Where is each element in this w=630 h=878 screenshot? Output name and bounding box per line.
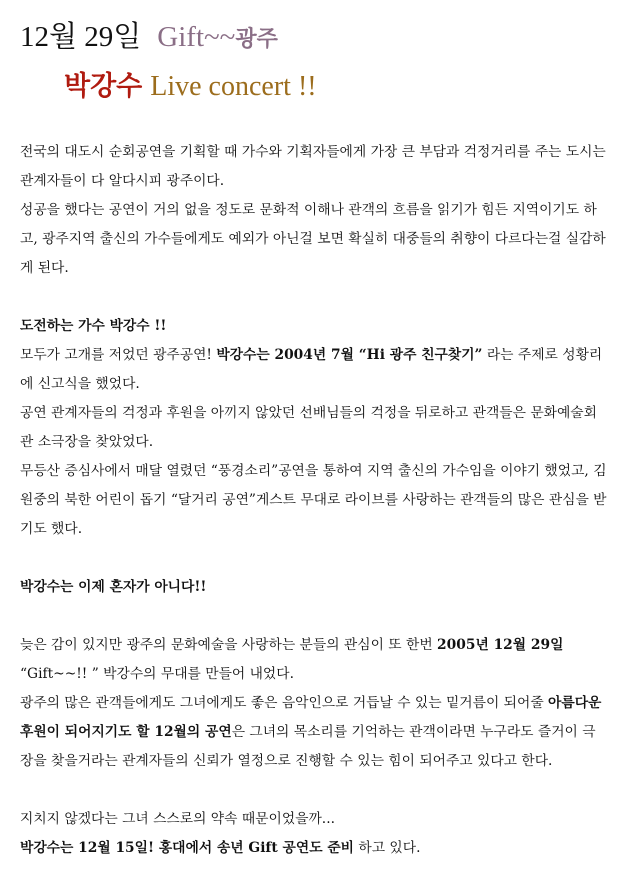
paragraph [20,138,608,196]
paragraph [20,689,608,776]
paragraph-gap [20,544,608,573]
paragraph [20,341,608,399]
paragraph [20,834,608,863]
city-name: 광주 [235,27,278,52]
text-run: 무등산 증심사에서 매달 열렸던 “풍경소리”공연을 통하여 지역 출신의 가수임을 이야기 했었고, 김원중의 북한 어린이 돕기 “달거리 공연”게스트 무대로 라이브를 사랑하는 관객들의 많은 관심을 받기도 했다. [20,463,607,537]
article-body [20,138,608,863]
text-run: 하고 있다. [353,840,421,856]
text-run: 은 그녀의 목소리를 기억하는 관객이라면 누구라도 즐거이 극장을 찾을거라는 관계자들의 신뢰가 열정으로 진행할 수 있는 힘이 되어주고 있다고 한다. [20,724,596,769]
bold-text: 박강수는 이제 혼자가 아니다!! [20,579,207,595]
bold-text: 도전하는 가수 박강수 !! [20,318,167,334]
text-run: 광주의 많은 관객들에게도 그녀에게도 좋은 음악인으로 거듭날 수 있는 밑거름이 되어줄 [20,695,549,711]
text-run: 성공을 했다는 공연이 거의 없을 정도로 문화적 이해나 관객의 흐름을 읽기가 힘든 지역이기도 하고, 광주지역 출신의 가수들에게도 예외가 아닌걸 보면 확실히 대중들의 취향이 다르다는걸 실감하게 된다. [20,202,606,276]
text-run: 모두가 고개를 저었던 광주공연! [20,347,217,363]
paragraph [20,805,608,834]
text-run: 지치지 않겠다는 그녀 스스로의 약속 때문이었을까... [20,811,335,827]
paragraph-gap [20,602,608,631]
paragraph [20,312,608,341]
text-run: “Gift~~!! ” 박강수의 무대를 만들어 내었다. [20,666,294,682]
text-run: 전국의 대도시 순회공연을 기획할 때 가수와 기획자들에게 가장 큰 부담과 걱정거리를 주는 도시는 관계자들이 다 알다시피 광주이다. [20,144,606,189]
paragraph [20,573,608,602]
bold-text: 박강수는 12월 15일! 홍대에서 송년 Gift 공연도 준비 [20,840,354,856]
text-run: 늦은 감이 있지만 광주의 문화예술을 사랑하는 분들의 관심이 또 한번 [20,637,438,653]
paragraph [20,399,608,457]
paragraph-gap [20,776,608,805]
gift-title: Gift~~ [157,21,236,53]
concert-date: 12월 29일 [20,21,142,53]
concert-subtitle: Live concert !! [150,71,317,102]
bold-text: 박강수는 2004년 7월 “Hi 광주 친구찾기” [216,347,483,363]
text-run: 공연 관계자들의 걱정과 후원을 아끼지 않았던 선배님들의 걱정을 뒤로하고 관객들은 문화예술회관 소극장을 찾았었다. [20,405,597,450]
bold-text: 2005년 12월 29일 [437,637,564,653]
paragraph-gap [20,283,608,312]
paragraph [20,457,608,544]
artist-name: 박강수 [64,71,143,102]
paragraph [20,196,608,283]
title-line-1 [20,14,278,55]
title-line-2 [64,64,317,103]
bold-text: 아름다운 후원이 되어지기도 할 12월의 공연 [20,695,602,740]
text-run: 라는 주제로 성황리에 신고식을 했었다. [20,347,603,392]
paragraph [20,631,608,689]
